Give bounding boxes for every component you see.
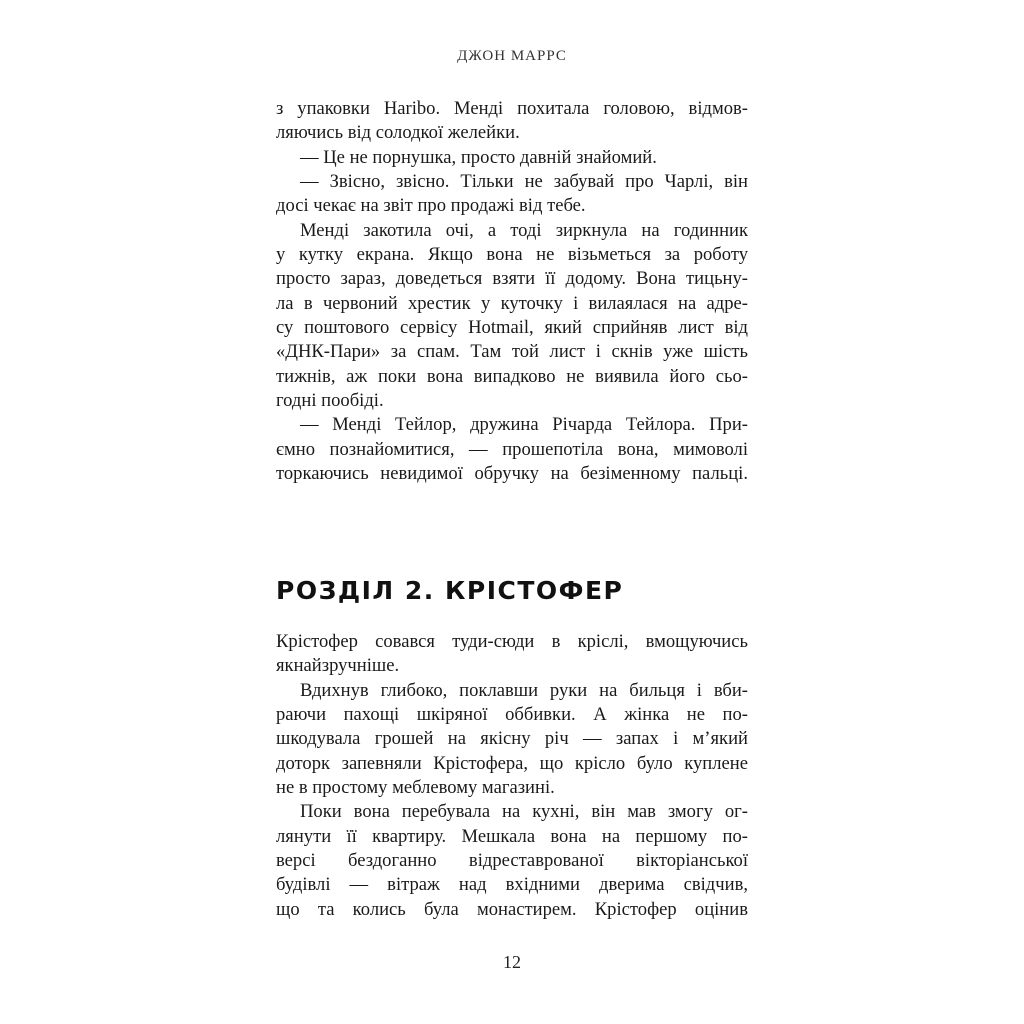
- text-line: у кутку екрана. Якщо вона не візьметься за роботу: [276, 244, 748, 266]
- text-section-1: [276, 97, 748, 487]
- text-line: досі чекає на звіт про продажі від тебе.: [276, 195, 586, 217]
- text-line: шкодувала грошей на якісну річ — запах і м’який: [276, 728, 748, 750]
- text-line: Менді закотила очі, а тоді зиркнула на годинник: [300, 219, 748, 241]
- text-line: ла в червоний хрестик у куточку і вилаялася на адре-: [276, 292, 748, 314]
- text-line: доторк запевняли Крістофера, що крісло було куплене: [276, 752, 748, 774]
- text-line: з упаковки Haribo. Менді похитала головою, відмов-: [276, 98, 748, 119]
- text-line: лянути її квартиру. Мешкала вона на першому по-: [276, 825, 748, 847]
- text-section-2: [276, 630, 748, 922]
- text-line: просто зараз, доведеться взяти її додому. Вона тицьну-: [276, 268, 748, 290]
- text-line: «ДНК-Пари» за спам. Там той лист і скнів уже шість: [276, 341, 748, 363]
- text-line: су поштового сервісу Hotmail, який сприйняв лист від: [276, 317, 748, 339]
- text-line: що та колись була монастирем. Крістофер оцінив: [276, 898, 748, 920]
- text-line: Вдихнув глибоко, поклавши руки на бильця і вби-: [300, 679, 748, 701]
- text-line: ємно познайомитися, — прошепотіла вона, мимоволі: [276, 438, 748, 460]
- page-number: 12: [503, 952, 521, 972]
- text-line: якнайзручніше.: [276, 655, 400, 677]
- text-line: ляючись від солодкої желейки.: [276, 122, 520, 144]
- running-head: ДЖОН МАРРС: [457, 48, 567, 64]
- chapter-title: РОЗДІЛ 2. КРІСТОФЕР: [276, 576, 624, 605]
- text-line: годні пообіді.: [276, 390, 384, 412]
- text-line: — Звісно, звісно. Тільки не забувай про Чарлі, він: [300, 171, 748, 193]
- text-line: Поки вона перебувала на кухні, він мав змогу ог-: [300, 801, 748, 823]
- text-line: тижнів, аж поки вона випадково не виявила його сьо-: [276, 365, 748, 387]
- text-line: раючи пахощі шкіряної оббивки. А жінка не по-: [276, 704, 748, 726]
- text-line: — Менді Тейлор, дружина Річарда Тейлора. При-: [300, 414, 748, 436]
- text-line: торкаючись невидимої обручку на безіменному пальці.: [276, 463, 748, 485]
- text-line: Крістофер совався туди-сюди в кріслі, вмощуючись: [276, 631, 748, 652]
- text-line: не в простому меблевому магазині.: [276, 777, 555, 799]
- text-line: версі бездоганно відреставрованої вікторіанської: [276, 850, 748, 872]
- text-line: будівлі — вітраж над вхідними дверима свідчив,: [276, 874, 748, 896]
- text-line: — Це не порнушка, просто давній знайомий.: [300, 146, 657, 168]
